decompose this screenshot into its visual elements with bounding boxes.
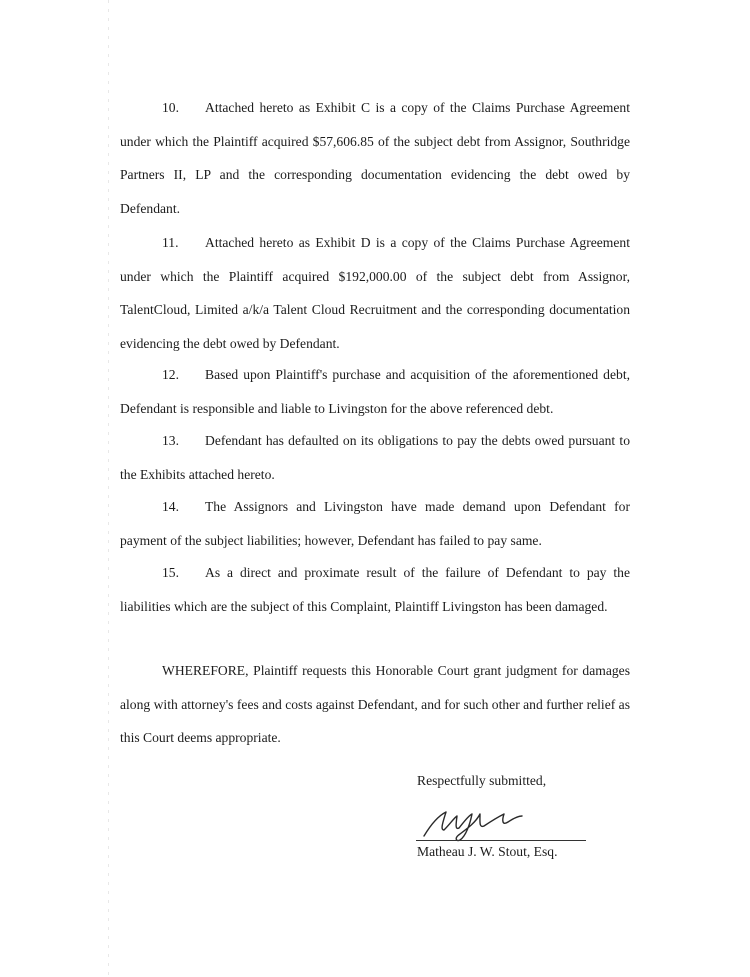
paragraph-number: 12.: [162, 367, 179, 382]
paragraph-14: [120, 490, 630, 557]
closing-line: Respectfully submitted,: [417, 773, 547, 788]
paragraph-text: Attached hereto as Exhibit C is a copy of the Claims Purchase Agreement under which the Plaintiff acquired $57,606.85 of the subject debt from Assignor, Southridge Partners II, LP and the corresponding documentation evidencing the debt owed by Defendant.: [120, 100, 630, 216]
paragraph-text: The Assignors and Livingston have made demand upon Defendant for payment of the subject liabilities; however, Defendant has failed to pay same.: [120, 499, 630, 548]
wherefore-text: WHEREFORE, Plaintiff requests this Honorable Court grant judgment for damages along with attorney's fees and costs against Defendant, and for such other and further relief as this Court deems appropriate.: [120, 663, 630, 745]
handwritten-signature: [410, 800, 590, 845]
paragraph-12: [120, 358, 630, 425]
signature-line: [416, 840, 586, 841]
paragraph-text: Based upon Plaintiff's purchase and acquisition of the aforementioned debt, Defendant is responsible and liable to Livingston for the above referenced debt.: [120, 367, 630, 416]
paragraph-11: [120, 226, 630, 360]
paragraph-15: [120, 556, 630, 623]
paragraph-number: 11.: [162, 235, 179, 250]
signature-block: [410, 800, 590, 870]
paragraph-13: [120, 424, 630, 491]
wherefore-clause: [120, 654, 630, 755]
paragraph-text: Defendant has defaulted on its obligations to pay the debts owed pursuant to the Exhibits attached hereto.: [120, 433, 630, 482]
paragraph-10: [120, 91, 630, 225]
paragraph-number: 10.: [162, 100, 179, 115]
paragraph-text: As a direct and proximate result of the failure of Defendant to pay the liabilities which are the subject of this Complaint, Plaintiff Livingston has been damaged.: [120, 565, 630, 614]
paragraph-number: 14.: [162, 499, 179, 514]
margin-rule: [108, 0, 109, 977]
attorney-name: Matheau J. W. Stout, Esq.: [417, 844, 558, 859]
paragraph-number: 15.: [162, 565, 179, 580]
paragraph-number: 13.: [162, 433, 179, 448]
paragraph-text: Attached hereto as Exhibit D is a copy of the Claims Purchase Agreement under which the Plaintiff acquired $192,000.00 of the subject debt from Assignor, TalentCloud, Limited a/k/a Talent Cloud Recruitment and the corresponding documentation evidencing the debt owed by Defendant.: [120, 235, 630, 351]
